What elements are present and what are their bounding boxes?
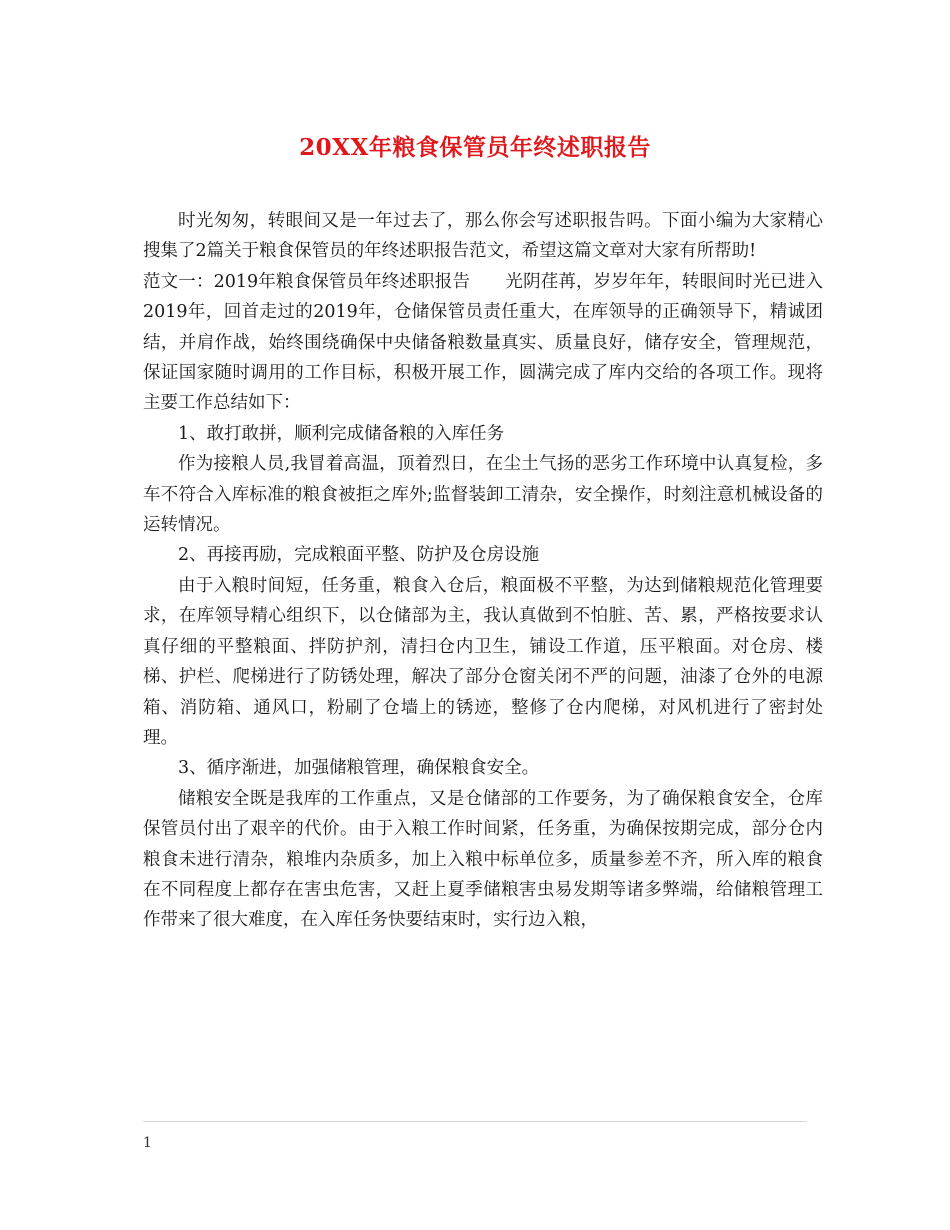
section-paragraph-2: 由于入粮时间短，任务重，粮食入仓后，粮面极不平整，为达到储粮规范化管理要求，在库领导精心组织下，以仓储部为主，我认真做到不怕脏、苦、累，严格按要求认真仔细的平整粮面、拌防护剂，清扫仓内卫生，铺设工作道，压平粮面。对仓房、楼梯、护栏、爬梯进行了防锈处理，解决了部分仓窗关闭不严的问题，油漆了仓外的电源箱、消防箱、通风口，粉刷了仓墙上的锈迹，整修了仓内爬梯，对风机进行了密封处理。 — [143, 575, 823, 748]
document-title: 20XX年粮食保管员年终述职报告 — [299, 134, 651, 161]
intro-paragraph: 时光匆匆，转眼间又是一年过去了，那么你会写述职报告吗。下面小编为大家精心搜集了2篇关于粮食保管员的年终述职报告范文，希望这篇文章对大家有所帮助! — [143, 211, 823, 262]
section-paragraph-1: 作为接粮人员,我冒着高温，顶着烈日，在尘土气扬的恶劣工作环境中认真复检，多车不符合入库标准的粮食被拒之库外;监督装卸工清杂，安全操作，时刻注意机械设备的运转情况。 — [143, 454, 823, 536]
section-paragraph-3: 储粮安全既是我库的工作重点，又是仓储部的工作要务，为了确保粮食安全，仓库保管员付出了艰辛的代价。由于入粮工作时间紧，任务重，为确保按期完成，部分仓内粮食未进行清杂，粮堆内杂质多，加上入粮中标单位多，质量参差不齐，所入库的粮食在不同程度上都存在害虫危害，又赶上夏季储粮害虫易发期等诸多弊端，给储粮管理工作带来了很大难度，在入库任务快要结束时，实行边入粮， — [143, 788, 823, 931]
page-number: 1 — [143, 1135, 152, 1151]
document-body — [143, 206, 823, 936]
section-heading-3: 3、循序渐进，加强储粮管理，确保粮食安全。 — [178, 758, 540, 779]
section-heading-1: 1、敢打敢拼，顺利完成储备粮的入库任务 — [178, 423, 505, 444]
sample-one-paragraph: 范文一：2019年粮食保管员年终述职报告 光阴荏苒，岁岁年年，转眼间时光已进入2019年，回首走过的2019年，仓储保管员责任重大，在库领导的正确领导下，精诚团结，并肩作战，始终围绕确保中央储备粮数量真实、质量良好，储存安全，管理规范，保证国家随时调用的工作目标，积极开展工作，圆满完成了库内交给的各项工作。现将主要工作总结如下： — [143, 271, 823, 414]
section-heading-2: 2、再接再励，完成粮面平整、防护及仓房设施 — [178, 545, 540, 566]
footer-divider — [143, 1121, 807, 1122]
